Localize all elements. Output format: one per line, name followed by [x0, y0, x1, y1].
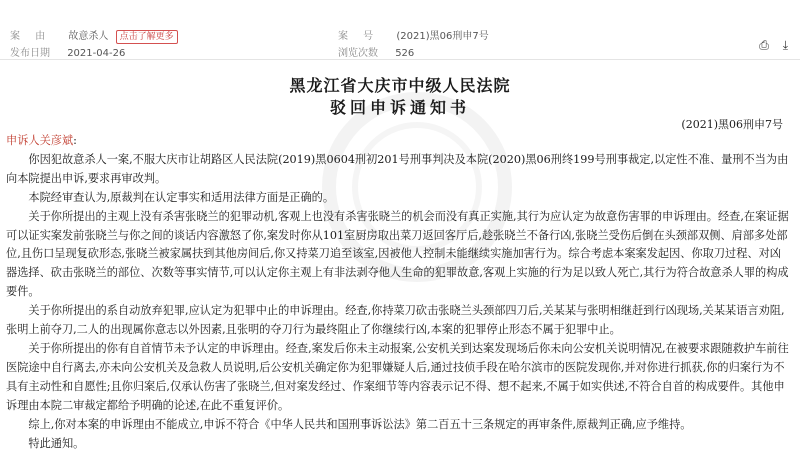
paragraph: 综上,你对本案的申诉理由不能成立,申诉不符合《中华人民共和国刑事诉讼法》第二百五十三条规定的再审条件,原裁判正确,应予维持。	[6, 416, 791, 435]
document-title: 驳回申诉通知书	[0, 95, 800, 118]
views-meta	[338, 44, 414, 59]
document-number: (2021)黑06刑申7号	[681, 116, 783, 132]
date-meta	[10, 44, 125, 59]
case-value: 故意杀人	[68, 31, 108, 42]
case-no-label: 案 号	[338, 27, 379, 42]
applicant-prefix: 申诉人	[6, 134, 40, 147]
toolbar	[749, 38, 788, 53]
paragraph: 特此通知。	[6, 435, 791, 453]
document-body	[6, 132, 791, 453]
paragraph: 本院经审查认为,原裁判在认定事实和适用法律方面是正确的。	[6, 189, 791, 208]
court-name: 黑龙江省大庆市中级人民法院	[0, 73, 800, 96]
paragraph: 关于你所提出的你有自首情节未予认定的申诉理由。经查,案发后你未主动报案,公安机关到达案发现场后你未向公安机关说明情况,在被要求跟随救护车前往医院途中自行离去,亦未向公安机关及急救人员说明,后公安机关确定你为犯罪嫌疑人后,通过技侦手段在哈尔滨市的医院发现你,并对你进行抓获,你的归案行为不具有主动性和自愿性;且你归案后,仅承认伤害了张晓兰,但对案发经过、作案细节等内容表示记不得、想不起来,不属于如实供述,不符合自首的构成要件。其他申诉理由本院二审裁定都给予明确的论述,在此不重复评价。	[6, 340, 791, 416]
paragraph: 关于你所提出的主观上没有杀害张晓兰的犯罪动机,客观上也没有杀害张晓兰的机会而没有真正实施,其行为应认定为故意伤害罪的申诉理由。经查,在案证据可以证实案发前张晓兰与你之间的谈话内容激怒了你,案发时你从101室厨房取出菜刀返回客厅后,趁张晓兰不备行凶,张晓兰受伤后倒在头颈部双侧、肩部多处部位,且伤口呈现复砍形态,张晓兰被家属扶到其他房间后,你又持菜刀追至该室,因被他人控制未能继续实施加害行为。综合考虑本案案发起因、你取刀过程、对凶器选择、砍击张晓兰的部位、次数等事实情节,可以认定你主观上有非法剥夺他人生命的犯罪故意,客观上实施的行为足以致人死亡,其行为符合故意杀人罪的构成要件。	[6, 208, 791, 303]
applicant-suffix: :	[73, 134, 77, 147]
views-value: 526	[395, 48, 414, 59]
paragraph: 关于你所提出的系自动放弃犯罪,应认定为犯罪中止的申诉理由。经查,你持菜刀砍击张晓兰头颈部四刀后,关某某与张明相继赶到行凶现场,关某某语言劝阻,张明上前夺刀,二人的出现属你意志以外因素,且张明的夺刀行为最终阻止了你继续行凶,本案的犯罪停止形态不属于犯罪中止。	[6, 302, 791, 340]
download-icon[interactable]: ⤓	[783, 38, 788, 52]
learn-more-tag[interactable]: 点击了解更多	[116, 30, 178, 44]
divider	[0, 59, 800, 60]
case-no-value: (2021)黑06刑申7号	[396, 31, 488, 42]
case-label: 案 由	[10, 27, 51, 42]
paragraph: 你因犯故意杀人一案,不服大庆市让胡路区人民法院(2019)黑0604刑初201号刑事判决及本院(2020)黑06刑终199号刑事裁定,以定性不准、量刑不当为由向本院提出申诉,要求再审改判。	[6, 151, 791, 189]
print-icon[interactable]: ⎙	[759, 38, 769, 52]
applicant-name: 关彦斌	[40, 134, 74, 147]
views-label: 浏览次数	[338, 44, 378, 59]
applicant-line	[6, 132, 791, 151]
date-value: 2021-04-26	[67, 48, 125, 59]
case-no-meta	[338, 27, 489, 42]
date-label: 发布日期	[10, 44, 50, 59]
case-meta	[10, 27, 178, 44]
